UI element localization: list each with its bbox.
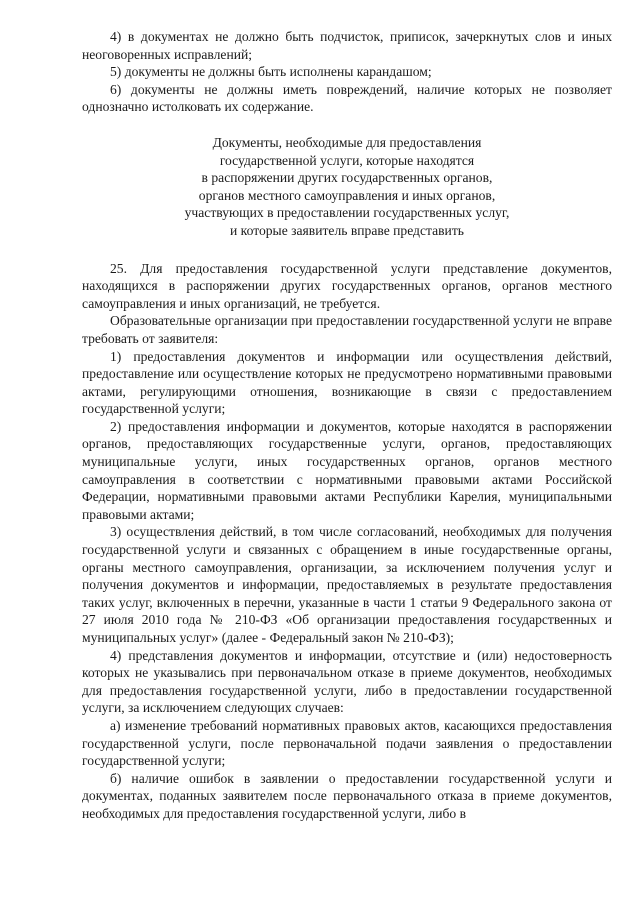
heading-line: государственной услуги, которые находятся (219, 152, 475, 168)
heading-line: в распоряжении других государственных органов, (201, 170, 493, 186)
list-item: б) наличие ошибок в заявлении о предоставлении государственной услуги и документах, поданных заявителем после первоначального отказа в приеме документов, необходимых для предоставления государственной услуги, либо в (82, 770, 612, 821)
list-item: 4) в документах не должно быть подчисток, приписок, зачеркнутых слов и иных неоговоренных исправлений; (82, 29, 612, 62)
section-heading (82, 134, 612, 240)
paragraph: Образовательные организации при предоставлении государственной услуги не вправе требовать от заявителя: (82, 313, 612, 346)
document-page (82, 28, 612, 823)
heading-line: участвующих в предоставлении государственных услуг, (184, 205, 510, 221)
paragraph-25: 25. Для предоставления государственной услуги представление документов, находящихся в распоряжении других государственных органов, органов местного самоуправления и иных организаций, не требуется. (82, 260, 612, 311)
heading-line: Документы, необходимые для предоставления (212, 134, 482, 150)
list-item: 4) представления документов и информации, отсутствие и (или) недостоверность которых не указывались при первоначальном отказе в приеме документов, необходимых для предоставления государственной услуги, либо в предоставлении государственной услуги, за исключением следующих случаев: (82, 647, 612, 716)
list-item: 6) документы не должны иметь повреждений, наличие которых не позволяет однозначно истолковать их содержание. (82, 81, 612, 115)
list-item: 3) осуществления действий, в том числе согласований, необходимых для получения государственной услуги и связанных с обращением в иные государственные органы, органы местного самоуправления, организации, за исключением получения услуг и получения документов и информации, предоставляемых в результате предоставления таких услуг, включенных в перечни, указанные в части 1 статьи 9 Федерального закона от 27 июля 2010 года № 210-ФЗ «Об организации предоставления государственных и муниципальных услуг» (далее - Федеральный закон № 210-ФЗ); (82, 524, 612, 645)
heading-line: органов местного самоуправления и иных органов, (198, 187, 496, 203)
list-item: а) изменение требований нормативных правовых актов, касающихся предоставления государственной услуги, после первоначальной подачи заявления о предоставлении государственной услуги; (82, 717, 612, 769)
heading-line: и которые заявитель вправе представить (230, 222, 464, 238)
list-item: 2) предоставления информации и документов, которые находятся в распоряжении органов, предоставляющих государственные услуги, органов, предоставляющих муниципальные услуги, иных государственных органов, органов местного самоуправления в соответствии с нормативными правовыми актами Российской Федерации, нормативными правовыми актами Республики Карелия, муниципальными правовыми актами; (82, 418, 612, 522)
list-item: 5) документы не должны быть исполнены карандашом; (110, 64, 432, 80)
list-item: 1) предоставления документов и информации или осуществления действий, предоставление или осуществление которых не предусмотрено нормативными правовыми актами, регулирующими отношения, возникающие в связи с предоставлением государственной услуги; (82, 348, 612, 417)
